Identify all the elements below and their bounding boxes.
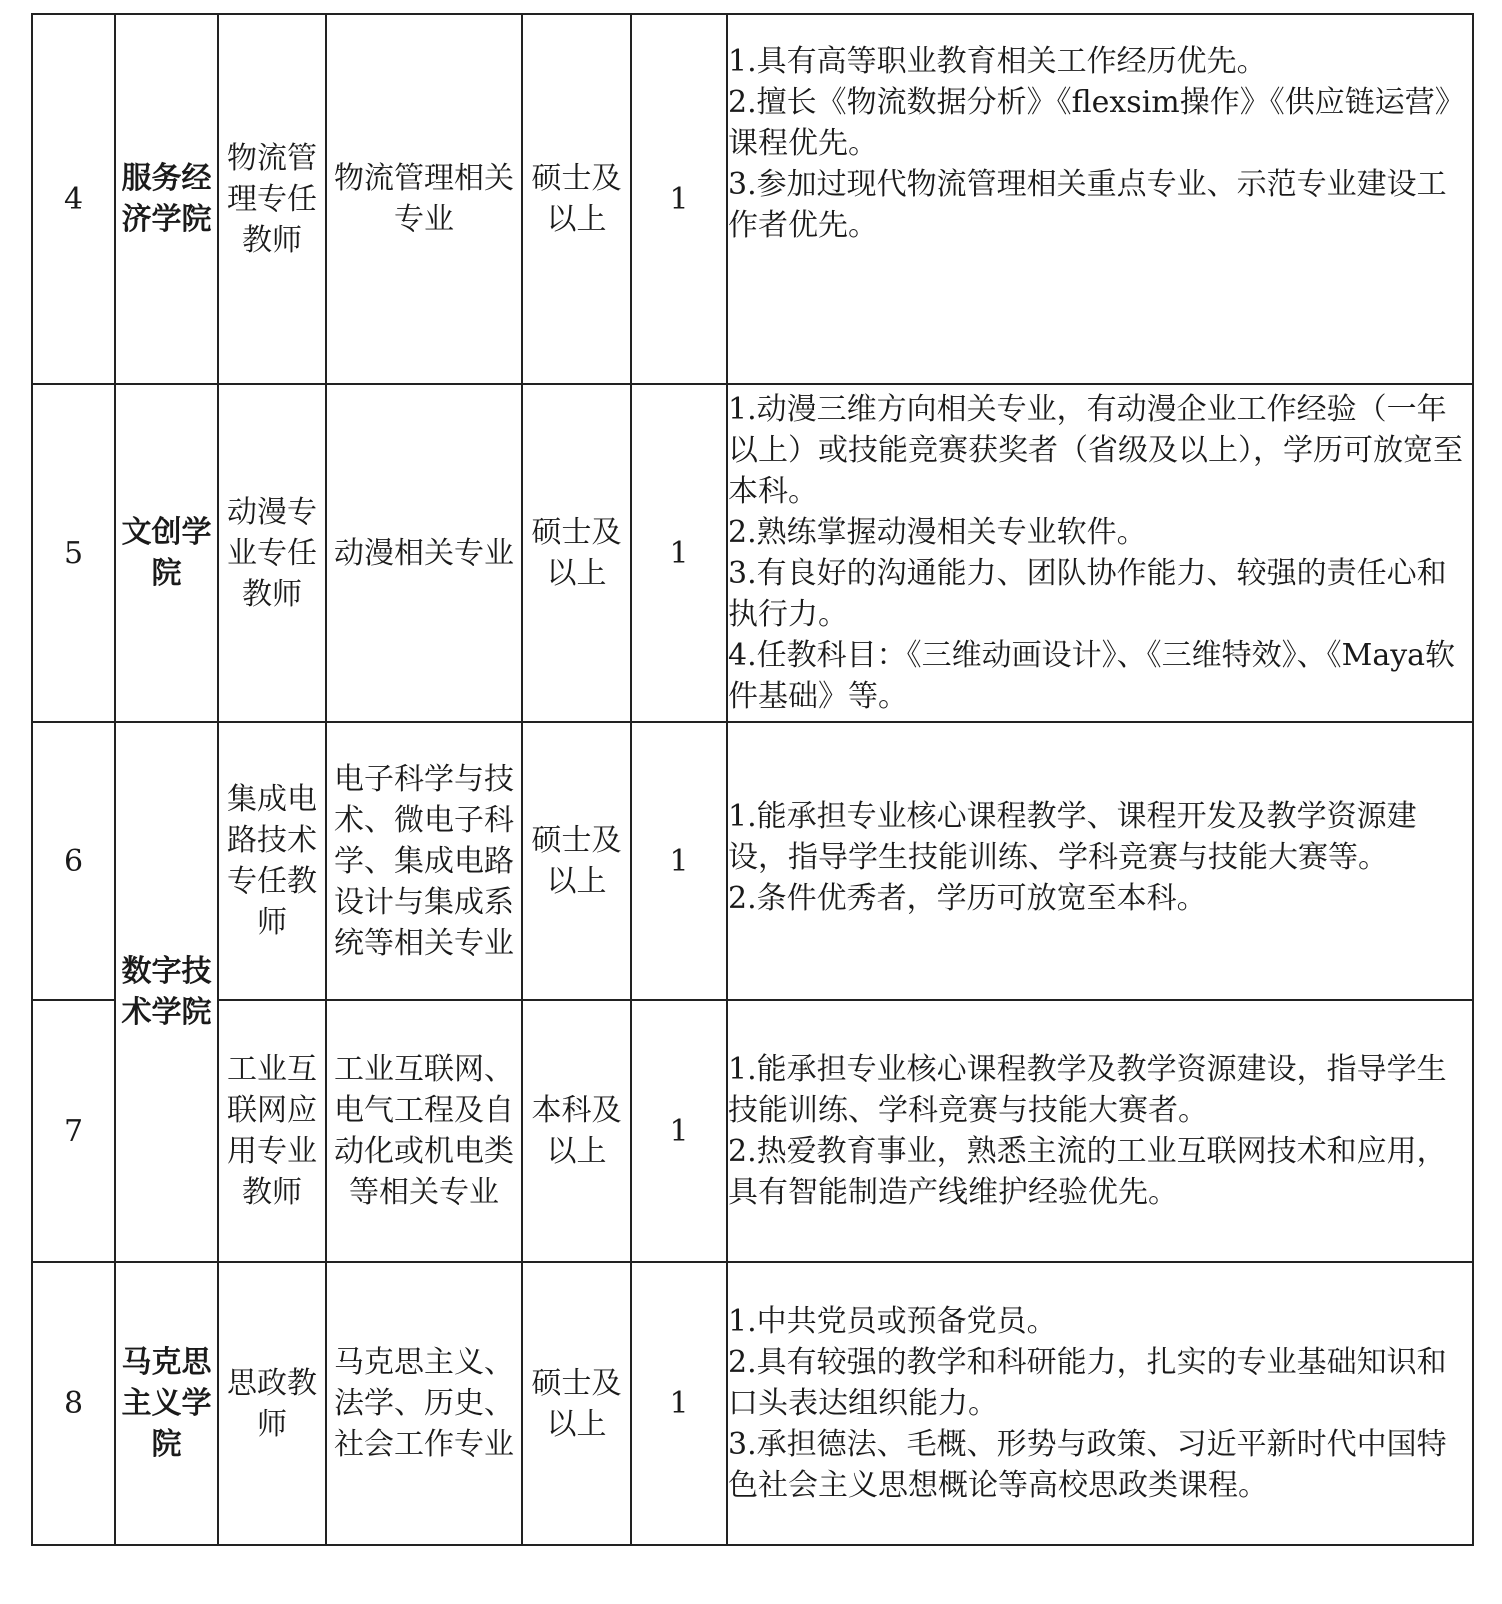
college-name: 服务经济学院 — [115, 14, 218, 384]
education-level: 硕士及以上 — [522, 722, 631, 1000]
other-requirements — [727, 14, 1473, 384]
position-name: 思政教师 — [218, 1262, 326, 1545]
requirement-item: 2.热爱教育事业，熟悉主流的工业互联网技术和应用，具有智能制造产线维护经验优先。 — [728, 1134, 1447, 1210]
requirement-item: 1.动漫三维方向相关专业，有动漫企业工作经验（一年以上）或技能竞赛获奖者（省级及以上），学历可放宽至本科。 — [728, 392, 1463, 509]
major-requirement: 工业互联网、电气工程及自动化或机电类等相关专业 — [326, 1000, 522, 1262]
requirement-item: 4.任教科目：《三维动画设计》、《三维特效》、《Maya软件基础》等。 — [728, 638, 1456, 714]
major-requirement: 电子科学与技术、微电子科学、集成电路设计与集成系统等相关专业 — [326, 722, 522, 1000]
other-requirements — [727, 1262, 1473, 1545]
table-row — [32, 14, 1473, 384]
requirement-item: 1.中共党员或预备党员。 — [728, 1304, 1057, 1339]
row-number: 4 — [32, 14, 115, 384]
row-number: 5 — [32, 384, 115, 722]
requirement-item: 2.具有较强的教学和科研能力，扎实的专业基础知识和口头表达组织能力。 — [728, 1345, 1447, 1421]
hiring-count: 1 — [631, 1262, 727, 1545]
college-name: 数字技术学院 — [115, 722, 218, 1262]
recruitment-table — [31, 13, 1474, 1546]
college-name: 文创学院 — [115, 384, 218, 722]
college-name: 马克思主义学院 — [115, 1262, 218, 1545]
row-number: 8 — [32, 1262, 115, 1545]
education-level: 硕士及以上 — [522, 14, 631, 384]
other-requirements — [727, 1000, 1473, 1262]
position-name: 动漫专业专任教师 — [218, 384, 326, 722]
table-row — [32, 1000, 1473, 1262]
requirement-item: 1.能承担专业核心课程教学及教学资源建设，指导学生技能训练、学科竞赛与技能大赛者。 — [728, 1052, 1447, 1128]
requirement-item: 1.具有高等职业教育相关工作经历优先。 — [728, 43, 1267, 79]
position-name: 工业互联网应用专业教师 — [218, 1000, 326, 1262]
education-level: 本科及以上 — [522, 1000, 631, 1262]
requirement-item: 2.条件优秀者，学历可放宽至本科。 — [728, 880, 1207, 916]
requirement-item: 3.参加过现代物流管理相关重点专业、示范专业建设工作者优先。 — [728, 166, 1447, 243]
position-name: 物流管理专任教师 — [218, 14, 326, 384]
other-requirements — [727, 722, 1473, 1000]
row-number: 7 — [32, 1000, 115, 1262]
major-requirement: 马克思主义、法学、历史、社会工作专业 — [326, 1262, 522, 1545]
table-row — [32, 384, 1473, 722]
requirement-item: 3.承担德法、毛概、形势与政策、习近平新时代中国特色社会主义思想概论等高校思政类课程。 — [728, 1427, 1447, 1503]
hiring-count: 1 — [631, 14, 727, 384]
requirement-item: 2.熟练掌握动漫相关专业软件。 — [728, 515, 1147, 550]
hiring-count: 1 — [631, 722, 727, 1000]
position-name: 集成电路技术专任教师 — [218, 722, 326, 1000]
major-requirement: 物流管理相关专业 — [326, 14, 522, 384]
other-requirements — [727, 384, 1473, 722]
table-row — [32, 1262, 1473, 1545]
major-requirement: 动漫相关专业 — [326, 384, 522, 722]
requirement-item: 2.擅长《物流数据分析》《flexsim操作》《供应链运营》课程优先。 — [728, 84, 1465, 161]
education-level: 硕士及以上 — [522, 384, 631, 722]
requirement-item: 3.有良好的沟通能力、团队协作能力、较强的责任心和执行力。 — [728, 556, 1447, 632]
education-level: 硕士及以上 — [522, 1262, 631, 1545]
row-number: 6 — [32, 722, 115, 1000]
hiring-count: 1 — [631, 384, 727, 722]
requirement-item: 1.能承担专业核心课程教学、课程开发及教学资源建设，指导学生技能训练、学科竞赛与技能大赛等。 — [728, 798, 1417, 875]
table-row — [32, 722, 1473, 1000]
hiring-count: 1 — [631, 1000, 727, 1262]
